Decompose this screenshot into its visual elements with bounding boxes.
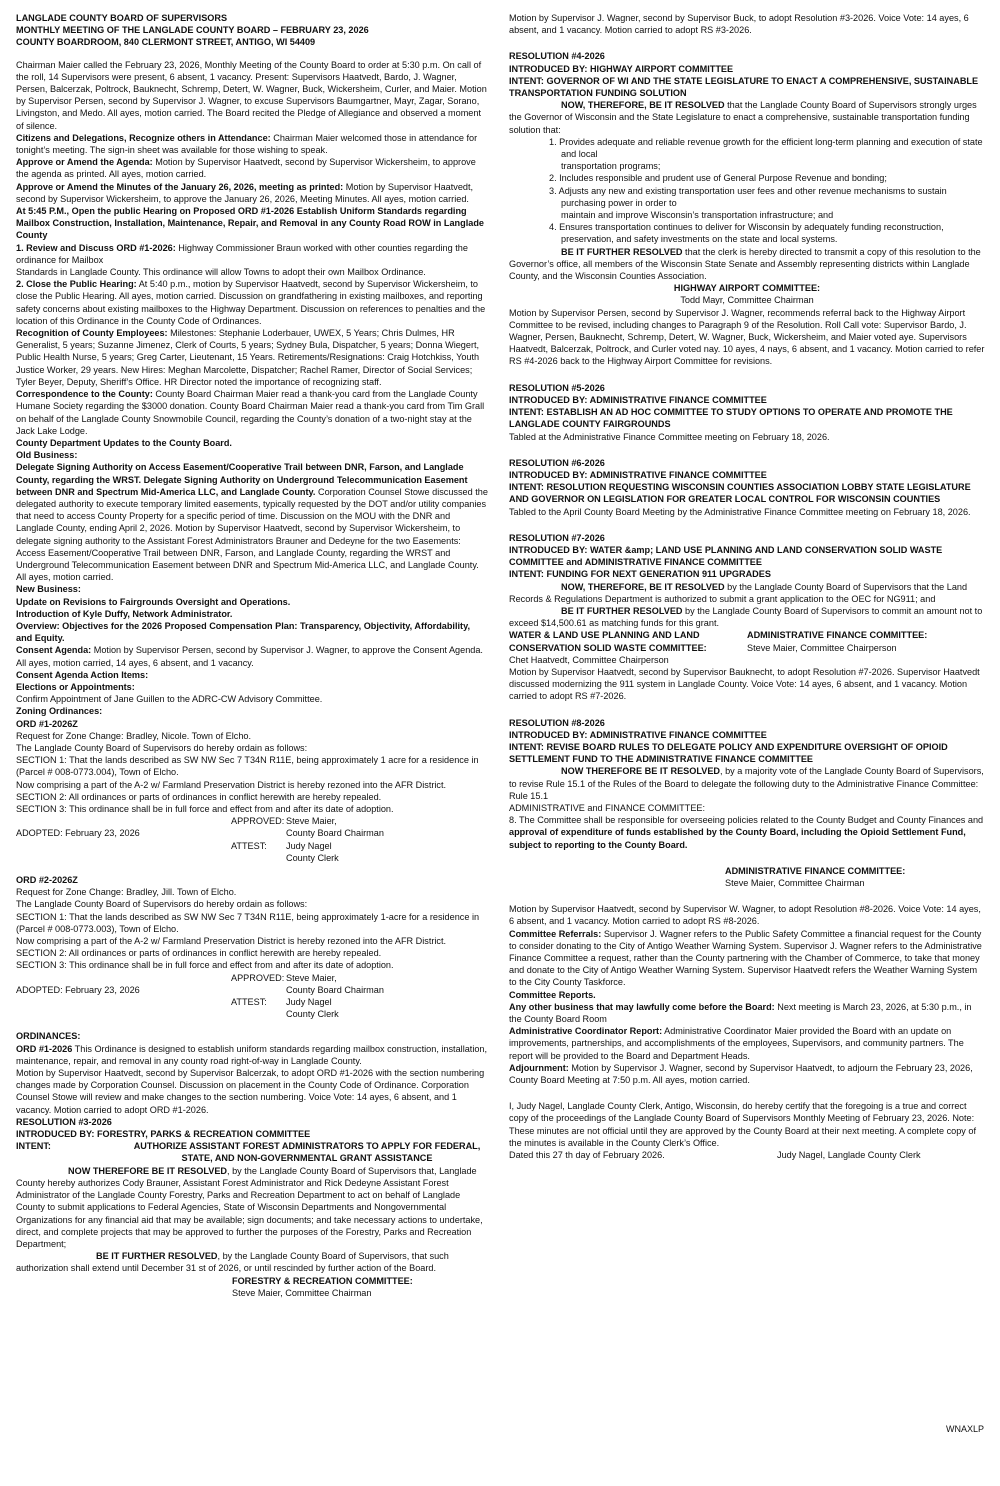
recognition-heading: Recognition of County Employees:: [16, 328, 168, 339]
res7-signatures: [509, 629, 985, 653]
res8-heading: RESOLUTION #8-2026: [509, 717, 605, 728]
ord2-title: ORD #2-2026Z: [16, 875, 78, 886]
citizens-text: Chairman Maier welcomed those in attendance for tonight’s meeting. The sign-in sheet was available for those wishing to speak.: [16, 132, 478, 156]
ord2-approved-label: APPROVED:: [231, 972, 285, 983]
header-line-2: MONTHLY MEETING OF THE LANGLADE COUNTY BOARD – FEBRUARY 23, 2026: [16, 25, 369, 36]
res7-further-paragraph: [509, 605, 985, 629]
res7-introduced: INTRODUCED BY: WATER &amp; LAND USE PLANNING AND LAND CONSERVATION SOLID WASTE COMMITTEE and ADMINISTRATIVE FINANCE COMMITTEE: [509, 544, 943, 568]
res4-further-paragraph: [509, 246, 985, 283]
review-text-2: Standards in Langlade County. This ordinance will allow Towns to adopt their own Mailbox Ordinance.: [16, 267, 426, 278]
review-heading: 1. Review and Discuss ORD #1-2026:: [16, 242, 176, 253]
delegate-text: Corporation Counsel Stowe discussed the delegated authority to execute temporary limited easements, typically requested by the DOT and/or utility companies that need to access County Property for a specific period of time. Discussion on the MOU with the DNR and Langlade County, ending April 2, 2026. Motion by Supervisor Haatvedt, second by Supervisor Wickersheim, to delegate signing authority to the Assistant Forest Administrators Brauner and Dedeyne for the two Easements: Access Easement/Cooperative Trail between DNR, Farson, and Langlade County, regarding the WRST and Underground Telecommunication Easement between DNR and Spectrum Mid-America LLC, and Langlade County. All ayes, motion carried.: [16, 486, 488, 583]
close-hearing-paragraph: [16, 278, 488, 327]
res4-further-heading: BE IT FURTHER RESOLVED: [561, 246, 683, 257]
res4-item-4: 4. Ensures transportation continues to deliver for Wisconsin by adequately funding reconstruction, preservation, and safety investments on the state and local systems.: [549, 222, 944, 245]
res3-committee: FORESTRY & RECREATION COMMITTEE:: [232, 1275, 413, 1286]
res3-intent-text: AUTHORIZE ASSISTANT FOREST ADMINISTRATORS TO APPLY FOR FEDERAL, STATE, AND NON-GOVERNMENTAL GRANT ASSISTANCE: [133, 1141, 481, 1164]
ord2-line-1: Request for Zone Change: Bradley, Jill. Town of Elcho.: [16, 887, 237, 898]
consent-paragraph: [16, 644, 488, 668]
ord2-clerk-title: County Clerk: [286, 1009, 339, 1020]
ord-mailbox-heading: ORD #1-2026: [16, 1043, 73, 1054]
minutes-text: Motion by Supervisor Haatvedt, second by Supervisor Wickersheim, to approve the January 26, 2026, Meeting Minutes. All ayes, motion carried.: [16, 181, 474, 204]
delegate-paragraph: [16, 461, 488, 583]
res5-heading: RESOLUTION #5-2026: [509, 382, 605, 393]
ord2-line-4: Now comprising a part of the A-2 w/ Farmland Preservation District is hereby rezoned into the AFR District.: [16, 936, 447, 947]
review-text: Highway Commissioner Braun worked with other counties regarding the ordinance for Mailbox: [16, 242, 468, 265]
close-hearing-heading: 2. Close the Public Hearing:: [16, 279, 137, 290]
admin-report-heading: Administrative Coordinator Report:: [509, 1026, 663, 1037]
referrals-text: Supervisor J. Wagner refers to the Public Safety Committee a financial request for the County to consider donating to the City of Antigo Weather Warning System. Supervisor J. Wagner refers to the Administrative Finance Committee a request, rather than the County partnering with the Chamber of Commerce, to take that money and donate to the City of Antigo Weather Warning System. Supervisor Haatvedt refers the Weather Warning System to the City County Taskforce.: [509, 928, 982, 988]
adjournment-paragraph: [509, 1062, 985, 1086]
header-line-1: LANGLADE COUNTY BOARD OF SUPERVISORS: [16, 13, 228, 23]
ord1-adopted-row: [16, 827, 488, 839]
res4-now-paragraph: [509, 99, 985, 136]
res4-item-3b: maintain and improve Wisconsin’s transportation infrastructure; and: [561, 210, 834, 221]
ord1-attest-label: ATTEST:: [231, 840, 267, 851]
new-business-item-2: Introduction of Kyle Duffy, Network Administrator.: [16, 608, 233, 619]
clerk-certification: I, Judy Nagel, Langlade County Clerk, Antigo, Wisconsin, do hereby certify that the foregoing is a true and correct copy of the proceedings of the Langlade County Board of Supervisors Monthly Meeting of February 23, 2026. Note: These minutes are not official until they are approved by the County Board at their next meeting. A complete copy of the minutes is available in the County Clerk’s Office.: [509, 1101, 976, 1148]
elections-text: Confirm Appointment of Jane Guillen to the ADRC-CW Advisory Committee.: [16, 694, 323, 705]
committee-reports-heading: Committee Reports.: [509, 989, 596, 1000]
review-paragraph: [16, 242, 488, 266]
recognition-text: Milestones: Stephanie Loderbauer, UWEX, 5 Years; Chris Dulmes, HR Generalist, 5 years; Suzanne Jimenez, Clerk of Courts, 5 years; Sydney Bula, Dispatcher, 5 years; Donna Wiegert, Public Health Nurse, 5 years; Greg Carter, Lieutenant, 15 Years. Retirements/Resignations: Craig Hotchkiss, Youth Justice Worker, 29 years. New Hires: Meghan Marcolette, Dispatcher; Rachel Ramer, Director of Social Services; Tyler Beyer, Deputy, Sheriff’s Office. HR Director noted the importance of recognizing staff.: [16, 328, 480, 387]
publication-code: WNAXLP: [945, 1424, 984, 1434]
res3-further-paragraph: [16, 1250, 488, 1274]
ord1-line-1: Request for Zone Change: Bradley, Nicole. Town of Elcho.: [16, 730, 252, 741]
res3-now-paragraph: [16, 1165, 488, 1250]
res4-further-text: that the clerk is hereby directed to transmit a copy of this resolution to the Governor’s office, all members of the Wisconsin State Senate and Assembly representing districts within Langlade County, and the Wisconsin Counties Association.: [509, 246, 981, 282]
res3-intent: [16, 1140, 488, 1164]
agenda-paragraph: [16, 156, 488, 180]
ord-mailbox-motion: Motion by Supervisor Haatvedt, second by Supervisor Balcerzak, to adopt ORD #1-2026 with the section numbering changes made by Corporation Counsel. Discussion on placement in the County Code of Ordinance. Corporation Counsel Stowe will review and make changes to the section numbering. Voice Vote: 14 ayes, 6 absent, and 1 vacancy. Motion carried to adopt ORD #1-2026.: [16, 1068, 485, 1115]
citizens-paragraph: [16, 132, 488, 156]
res7-further-text: by the Langlade County Board of Supervisors to commit an amount not to exceed $14,500.61 as matching funds for this grant.: [509, 605, 983, 629]
res8-now-heading: NOW THEREFORE BE IT RESOLVED: [561, 766, 721, 777]
res5-text: Tabled at the Administrative Finance Committee meeting on February 18, 2026.: [509, 431, 830, 442]
res8-now-text: , by a majority vote of the Langlade County Board of Supervisors, to revise Rule 15.1 of the Rules of the Board to delegate the following duty to the Administrative Finance Committee:: [509, 766, 984, 789]
call-to-order: Chairman Maier called the February 23, 2026, Monthly Meeting of the County Board to order at 5:30 p.m. On call of the roll, 14 Supervisors were present, 6 absent, 1 vacancy. Present: Supervisors Haatvedt, Bardo, J. Wagner, Persen, Balcerzak, Poltrock, Bauknecht, Schremp, Detert, W. Wagner, Buck, Wickersheim, Curler, and Maier. Motion by Supervisor Persen, second by Supervisor J. Wagner, to excuse Supervisors Baumgartner, Mayr, Zagar, Sorano, Livingston, and Medo. All ayes, motion carried. The Board recited the Pledge of Allegiance and observed a moment of silence.: [16, 59, 487, 131]
admin-report-paragraph: [509, 1025, 985, 1062]
res8-item-8-text: 8. The Committee shall be responsible for overseeing policies related to the County Budget and County Finances and: [509, 815, 984, 826]
res3-now-text: , by the Langlade County Board of Supervisors that, Langlade County hereby authorizes Cody Brauner, Assistant Forest Administrator and Rick Dedeyne Assistant Forest Administrator of the Langlade County Forestry, Parks and Recreation Department to act on behalf of Langlade County to submit applications to Federal Agencies, State of Wisconsin Departments and Nongovernmental Organizations for any financial aid that may be available; sign documents; and take necessary actions to undertake, direct, and complete projects that may be approved to further the purposes of the Forestry, Parks and Recreation Department;: [16, 1165, 483, 1249]
old-business-heading: Old Business:: [16, 450, 78, 461]
ord2-line-2: The Langlade County Board of Supervisors do hereby ordain as follows:: [16, 899, 308, 910]
referrals-heading: Committee Referrals:: [509, 928, 602, 939]
res6-text: Tabled to the April County Board Meeting by the Administrative Finance Committee meeting on February 18, 2026.: [509, 506, 971, 517]
ord1-chair-title: County Board Chairman: [286, 828, 384, 839]
ord1-line-2: The Langlade County Board of Supervisors do hereby ordain as follows:: [16, 742, 308, 753]
res8-now-paragraph: [509, 765, 985, 789]
correspondence-text: County Board Chairman Maier read a thank-you card from the Langlade County Humane Society regarding the $3000 donation. County Board Chairman Maier read a thank-you card from Tim Grall on behalf of the Langlade County Snowmobile Council, regarding the County’s donation of a two-night stay at the Jack Lake Lodge.: [16, 389, 485, 436]
consent-heading: Consent Agenda:: [16, 645, 92, 656]
ord1-title: ORD #1-2026Z: [16, 718, 78, 729]
res4-item-1: 1. Provides adequate and reliable revenue growth for the efficient long-term planning and execution of state and local: [549, 136, 983, 160]
res8-committee: ADMINISTRATIVE FINANCE COMMITTEE:: [725, 865, 906, 876]
ord1-approved-row: [16, 815, 488, 827]
other-business-heading: Any other business that may lawfully come before the Board:: [509, 1001, 775, 1012]
minutes-heading: Approve or Amend the Minutes of the January 26, 2026, meeting as printed:: [16, 181, 344, 192]
ord2-attest-name: Judy Nagel: [286, 997, 332, 1008]
close-hearing-text: At 5:40 p.m., motion by Supervisor Haatvedt, second by Supervisor Wickersheim, to close the Public Hearing. All ayes, motion carried. Discussion on grandfathering in existing mailboxes, and reporting safety concerns about existing mailboxes to the Highway Department. Discussion on references to penalties and the location of this Ordinance in the County Code of Ordinances.: [16, 279, 486, 326]
ord2-attest-row: [16, 996, 488, 1008]
res7-now-paragraph: [509, 581, 985, 605]
dept-updates-heading: County Department Updates to the County Board.: [16, 437, 232, 448]
res4-motion: Motion by Supervisor Persen, second by Supervisor J. Wagner, recommends referral back to the Highway Airport Committee to be revised, including changes to Paragraph 9 of the Resolution. Roll Call vote: Supervisor Bardo, J. Wagner, Persen, Bauknecht, Schremp, Detert, W. Wagner, Buck, Wickersheim, and Maier voted aye. Supervisors Haatvedt, Balcerzak, Poltrock, and Curler voted nay. 10 ayes, 4 nays, 6 absent, and 1 vacancy. Motion carried to refer RS #4-2026 back to the Highway Airport Committee for revisions.: [509, 307, 985, 367]
res3-introduced: INTRODUCED BY: FORESTRY, PARKS & RECREATION COMMITTEE: [16, 1129, 311, 1140]
res7-motion: Motion by Supervisor Haatvedt, second by Supervisor Bauknecht, to adopt Resolution #7-2026. Supervisor Haatvedt discussed modernizing the 911 system in Langlade County. Voice Vote: 14 ayes, 6 absent, and 1 vacancy. Motion carried to adopt RS #7-2026.: [509, 666, 980, 702]
res8-chair: Steve Maier, Committee Chairman: [725, 878, 865, 888]
correspondence-paragraph: [16, 388, 488, 437]
res7-further-heading: BE IT FURTHER RESOLVED: [561, 605, 683, 616]
ord1-line-4: Now comprising a part of the A-2 w/ Farmland Preservation District is hereby rezoned into the AFR District.: [16, 779, 447, 790]
res7-chair-2: Steve Maier, Committee Chairperson: [747, 642, 897, 653]
res6-intent: INTENT: RESOLUTION REQUESTING WISCONSIN COUNTIES ASSOCIATION LOBBY STATE LEGISLATURE AND GOVERNOR ON LEGISLATION FOR GREATER LOCAL CONTROL FOR WISCONSIN COUNTIES: [509, 482, 971, 505]
res7-chair-1: Chet Haatvedt, Committee Chairperson: [509, 654, 669, 665]
res4-now-heading: NOW, THEREFORE, BE IT RESOLVED: [561, 100, 725, 111]
new-business-item-3: Overview: Objectives for the 2026 Proposed Compensation Plan: Transparency, Objectivity, Affordability, and Equity.: [16, 620, 471, 644]
res4-committee: HIGHWAY AIRPORT COMMITTEE:: [673, 283, 821, 294]
res7-committee-2: ADMINISTRATIVE FINANCE COMMITTEE:: [747, 630, 928, 641]
ord2-approved-name: Steve Maier,: [286, 972, 337, 983]
res3-further-heading: BE IT FURTHER RESOLVED: [96, 1251, 218, 1262]
ordinances-heading: ORDINANCES:: [16, 1031, 81, 1042]
zoning-heading: Zoning Ordinances:: [16, 706, 103, 717]
res4-chair: Todd Mayr, Committee Chairman: [680, 295, 814, 306]
res7-now-text: by the Langlade County Board of Supervisors that the Land Records & Regulations Department is authorized to submit a grant application to the OEC for NG911; and: [509, 581, 968, 604]
left-column: [16, 12, 488, 1478]
agenda-heading: Approve or Amend the Agenda:: [16, 157, 153, 168]
ord2-line-3: SECTION 1: That the lands described as SW NW Sec 7 T34N R11E, being approximately 1-acre for a residence in (Parcel # 008-0773.003), Town of Elcho.: [16, 911, 480, 934]
admin-report-text: Administrative Coordinator Maier provided the Board with an update on improvements, partnerships, and accomplishments of the employees, Supervisors, and community partners. The report will be provided to the Board and Department Heads.: [509, 1026, 964, 1061]
header-line-3: COUNTY BOARDROOM, 840 CLERMONT STREET, ANTIGO, WI 54409: [16, 37, 316, 48]
ord1-approved-name: Steve Maier,: [286, 816, 337, 827]
res3-further-text: , by the Langlade County Board of Supervisors, that such authorization shall extend until December 31 st of 2026, or until rescinded by further action of the Board.: [16, 1251, 449, 1274]
res8-motion: Motion by Supervisor Haatvedt, second by Supervisor W. Wagner, to adopt Resolution #8-2026. Voice Vote: 14 ayes, 6 absent, and 1 vacancy. Motion carried to adopt RS #8-2026.: [509, 904, 981, 927]
adjournment-text: Motion by Supervisor J. Wagner, second by Supervisor Haatvedt, to adjourn the February 23, 2026, County Board Meeting at 7:50 p.m. All ayes, motion carried.: [509, 1062, 973, 1086]
ord1-attest-row: [16, 840, 488, 852]
correspondence-heading: Correspondence to the County:: [16, 389, 153, 400]
new-business-heading: New Business:: [16, 584, 81, 595]
adjournment-heading: Adjournment:: [509, 1062, 569, 1073]
res8-intent: INTENT: REVISE BOARD RULES TO DELEGATE POLICY AND EXPENDITURE OVERSIGHT OF OPIOID SETTLEMENT FUND TO THE ADMINISTRATIVE FINANCE COMMITTEE: [509, 741, 948, 765]
res4-item-2: 2. Includes responsible and prudent use of General Purpose Revenue and bonding;: [549, 173, 887, 184]
ord1-approved-label: APPROVED:: [231, 816, 285, 827]
res3-chair: Steve Maier, Committee Chairman: [232, 1287, 372, 1298]
res8-introduced: INTRODUCED BY: ADMINISTRATIVE FINANCE COMMITTEE: [509, 729, 767, 740]
ord2-line-5: SECTION 2: All ordinances or parts of ordinances in conflict herewith are hereby repealed.: [16, 948, 382, 959]
ord1-adopted: ADOPTED: February 23, 2026: [16, 828, 140, 839]
delegate-heading: Delegate Signing Authority on Access Easement/Cooperative Trail between DNR, Farson, and Langlade County, regarding the WRST. Delegate Signing Authority on Underground Telecommunication Easement between DNR and Spectrum Mid-America LLC, and Langlade County.: [16, 462, 468, 497]
ord-mailbox-paragraph: [16, 1043, 488, 1067]
res3-motion: Motion by Supervisor J. Wagner, second by Supervisor Buck, to adopt Resolution #3-2026. Voice Vote: 14 ayes, 6 absent, and 1 vacancy. Motion carried to adopt RS #3-2026.: [509, 13, 969, 36]
ord2-clerk-row: [16, 1008, 488, 1020]
dated-row: [509, 1149, 985, 1161]
res8-item-8: [509, 814, 985, 851]
res7-now-heading: NOW, THEREFORE, BE IT RESOLVED: [561, 581, 725, 592]
clerk-signature: Judy Nagel, Langlade County Clerk: [777, 1150, 921, 1161]
elections-heading: Elections or Appointments:: [16, 681, 135, 692]
right-column: [509, 12, 985, 1478]
ord-mailbox-text: This Ordinance is designed to establish uniform standards regarding mailbox construction, installation, maintenance, repair, and removal in any county road right-of-way in Langlade County.: [16, 1043, 488, 1066]
ord1-line-3: SECTION 1: That the lands described as SW NW Sec 7 T34N R11E, being approximately 1 acre for a residence in (Parcel # 008-0773.004), Town of Elcho.: [16, 755, 479, 778]
ord2-chair-title: County Board Chairman: [286, 984, 384, 995]
res7-heading: RESOLUTION #7-2026: [509, 532, 605, 543]
res4-introduced: INTRODUCED BY: HIGHWAY AIRPORT COMMITTEE: [509, 63, 734, 74]
res3-intent-label: INTENT:: [16, 1141, 51, 1152]
res4-item-3: 3. Adjusts any new and existing transportation user fees and other revenue mechanisms to sustain purchasing power in order to: [549, 185, 947, 208]
res6-heading: RESOLUTION #6-2026: [509, 457, 605, 468]
dated-text: Dated this 27 th day of February 2026.: [509, 1150, 665, 1161]
res3-now-heading: NOW THEREFORE BE IT RESOLVED: [68, 1165, 228, 1176]
agenda-text: Motion by Supervisor Haatvedt, second by Supervisor Wickersheim, to approve the agenda as printed. All ayes, motion carried.: [16, 157, 476, 180]
ord2-adopted: ADOPTED: February 23, 2026: [16, 984, 140, 995]
consent-text: Motion by Supervisor Persen, second by Supervisor J. Wagner, to approve the Consent Agenda. All ayes, motion carried, 14 ayes, 6 absent, and 1 vacancy.: [16, 645, 483, 668]
referrals-paragraph: [509, 928, 985, 989]
res7-committee-1: WATER & LAND USE PLANNING AND LAND CONSERVATION SOLID WASTE COMMITTEE:: [509, 630, 707, 653]
new-business-item-1: Update on Revisions to Fairgrounds Oversight and Operations.: [16, 596, 291, 607]
other-business-paragraph: [509, 1001, 985, 1025]
res5-introduced: INTRODUCED BY: ADMINISTRATIVE FINANCE COMMITTEE: [509, 394, 767, 405]
citizens-heading: Citizens and Delegations, Recognize others in Attendance:: [16, 132, 271, 143]
ord2-approved-row: [16, 972, 488, 984]
ord2-attest-label: ATTEST:: [231, 997, 267, 1008]
res8-rule: Rule 15.1: [509, 790, 549, 801]
ord1-line-6: SECTION 3: This ordinance shall be in full force and effect from and after its date of adoption.: [16, 804, 394, 814]
res7-intent: INTENT: FUNDING FOR NEXT GENERATION 911 UPGRADES: [509, 569, 771, 580]
res5-intent: INTENT: ESTABLISH AN AD HOC COMMITTEE TO STUDY OPTIONS TO OPERATE AND PROMOTE THE LANGLADE COUNTY FAIRGROUNDS: [509, 407, 953, 430]
res6-introduced: INTRODUCED BY: ADMINISTRATIVE FINANCE COMMITTEE: [509, 469, 767, 480]
hearing-heading: At 5:45 P.M., Open the public Hearing on Proposed ORD #1-2026 Establish Uniform Standards regarding Mailbox Construction, Installation, Maintenance, Repair, and Removal in any County Road ROW in Langlade County: [16, 206, 484, 241]
res4-heading: RESOLUTION #4-2026: [509, 51, 605, 62]
recognition-paragraph: [16, 327, 488, 388]
res3-heading: RESOLUTION #3-2026: [16, 1116, 112, 1127]
consent-items-heading: Consent Agenda Action Items:: [16, 669, 149, 680]
ord2-line-6: SECTION 3: This ordinance shall be in full force and effect from and after its date of adoption.: [16, 960, 394, 971]
other-business-text: Next meeting is March 23, 2026, at 5:30 p.m., in the County Board Room: [509, 1001, 972, 1025]
res4-now-text: that the Langlade County Board of Supervisors strongly urges the Governor of Wisconsin and the State Legislature to enact a comprehensive, sustainable transportation funding solution that:: [509, 100, 977, 135]
res8-afc: ADMINISTRATIVE and FINANCE COMMITTEE:: [509, 802, 706, 813]
ord1-clerk-title: County Clerk: [286, 852, 339, 863]
ord1-line-5: SECTION 2: All ordinances or parts of ordinances in conflict herewith are hereby repealed.: [16, 791, 382, 802]
minutes-paragraph: [16, 181, 488, 205]
ord2-adopted-row: [16, 984, 488, 996]
ord1-clerk-row: [16, 852, 488, 864]
res4-item-1b: transportation programs;: [561, 161, 661, 172]
ord1-attest-name: Judy Nagel: [286, 840, 332, 851]
res8-item-8-bold: approval of expenditure of funds established by the County Board, including the Opioid Settlement Fund, subject to reporting to the County Board.: [509, 827, 966, 850]
res4-intent: INTENT: GOVERNOR OF WI AND THE STATE LEGISLATURE TO ENACT A COMPREHENSIVE, SUSTAINABLE TRANSPORTATION FUNDING SOLUTION: [509, 75, 979, 99]
